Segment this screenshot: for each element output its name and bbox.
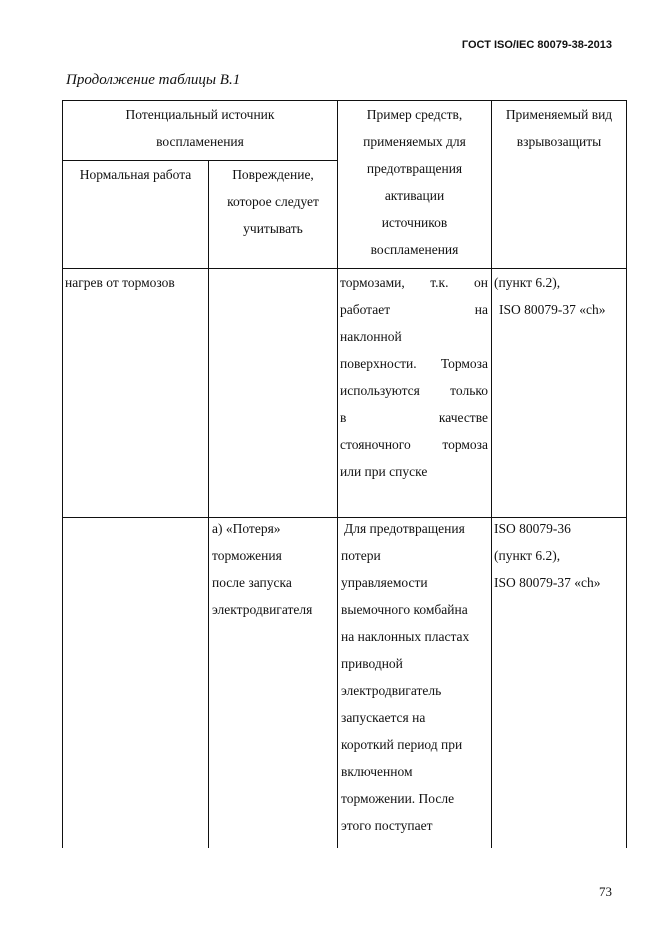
column-divider <box>491 100 492 848</box>
row2-prevention-means: Для предотвращения потери управляемости выемочного комбайна на наклонных пластах приводной электродвигатель запускается на короткий период при включенном торможении. После этого поступает <box>341 521 470 833</box>
table-caption: Продолжение таблицы В.1 <box>66 72 241 88</box>
standard-code: ГОСТ ISO/IEC 80079-38-2013 <box>461 39 612 51</box>
column-divider <box>208 160 209 848</box>
page-number: 73 <box>599 884 612 899</box>
row2-damage: а) «Потеря» торможения после запуска электродвигателя <box>212 521 313 617</box>
header-damage: Повреждение, которое следует учитывать <box>227 167 319 236</box>
table-left-border <box>62 100 63 848</box>
row1-prevention-means: тормозами, т.к. он работает на наклонной поверхности. Тормоза используются только в качестве стояночного тормоза или при спуске <box>340 275 488 479</box>
header-protection-type: Применяемый вид взрывозащиты <box>505 107 613 149</box>
row1-protection-type: (пункт 6.2), ISO 80079-37 «ch» <box>494 275 606 317</box>
header-ignition-source: Потенциальный источник воспламенения <box>125 107 275 149</box>
row1-normal-operation: нагрев от тормозов <box>65 275 175 290</box>
header-normal-operation: Нормальная работа <box>79 167 192 182</box>
row2-protection-type: ISO 80079-36 (пункт 6.2), ISO 80079-37 «ch» <box>494 521 601 590</box>
table-right-border <box>626 100 627 848</box>
header-prevention-means: Пример средств, применяемых для предотвращения активации источников воспламенения <box>363 107 466 257</box>
